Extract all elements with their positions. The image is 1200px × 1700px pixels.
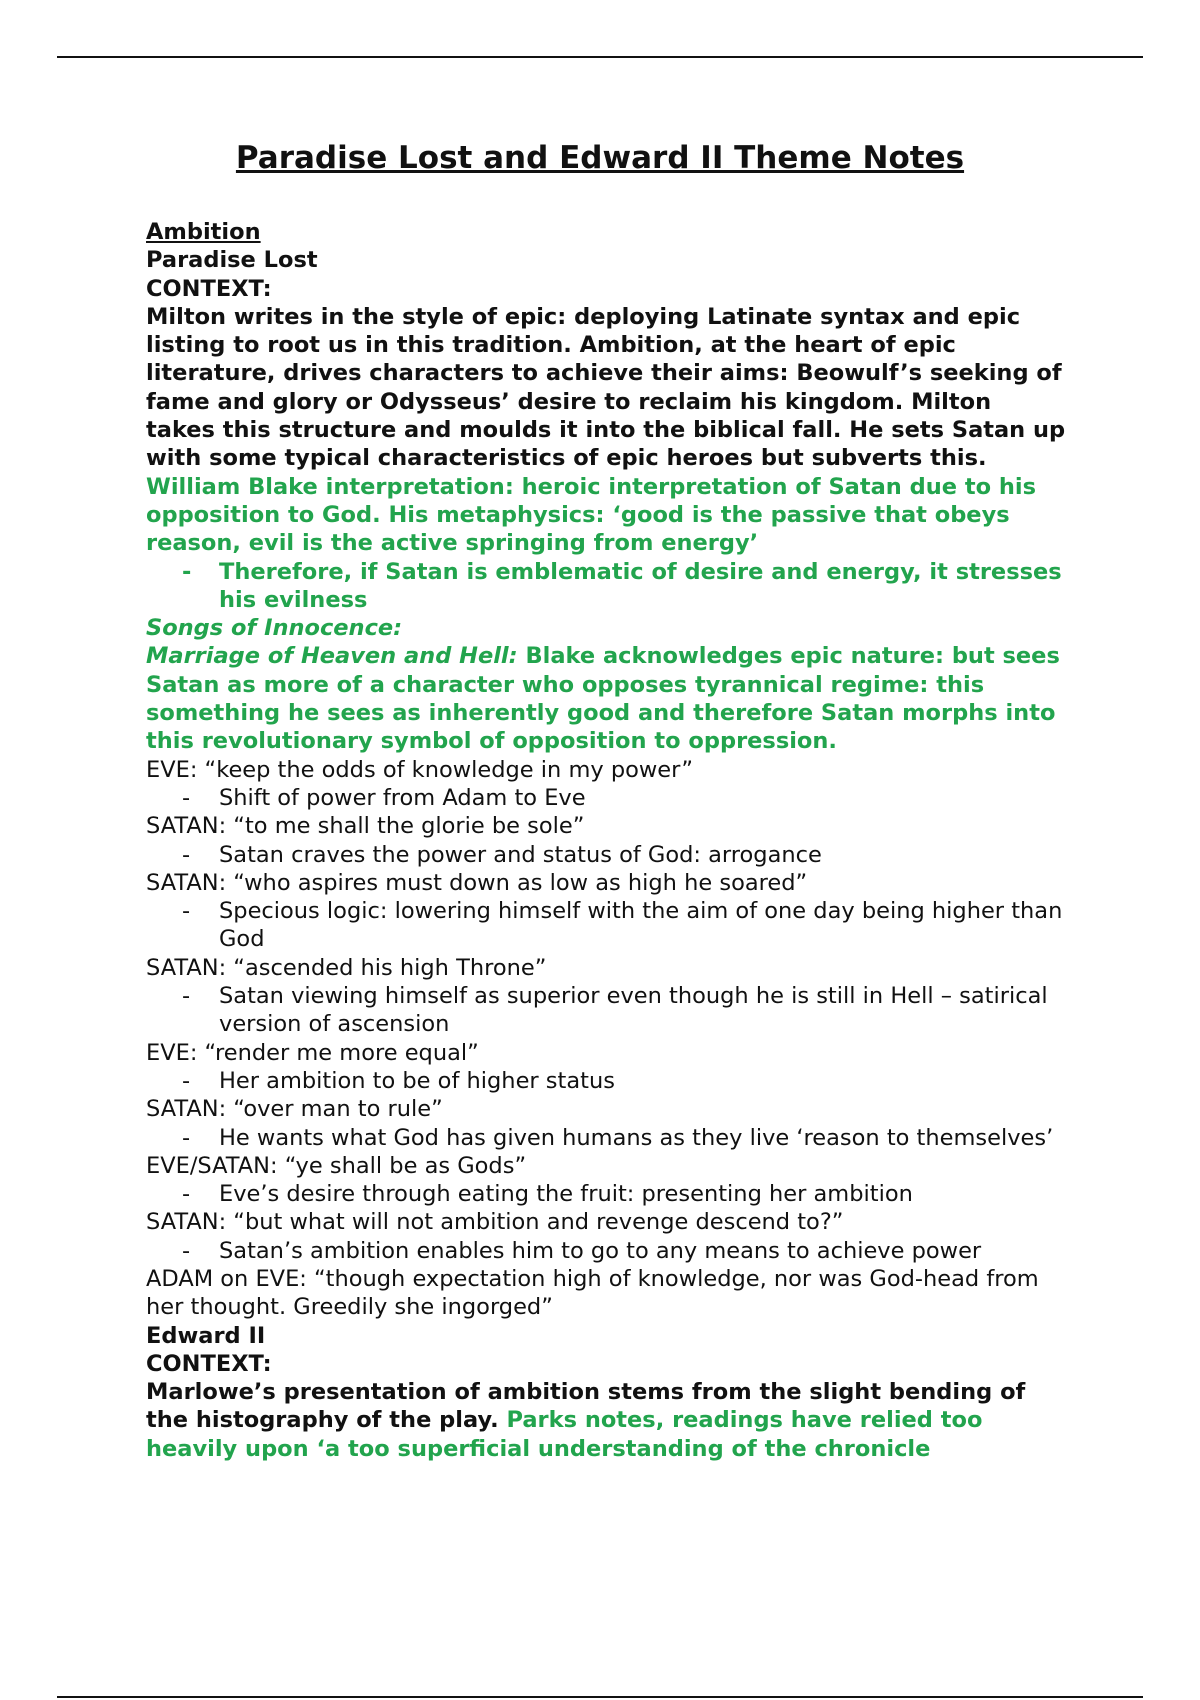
blake-bullet	[146, 558, 1066, 615]
quote-note-text: Her ambition to be of higher status	[219, 1067, 615, 1094]
top-rule	[57, 56, 1143, 58]
blake-interpretation: William Blake interpretation: heroic interpretation of Satan due to his opposition to God. His metaphysics: ‘good is the passive that obeys reason, evil is the active springing from energy’	[146, 473, 1037, 557]
bullet-dash: -	[182, 1067, 191, 1094]
context-label: CONTEXT:	[146, 275, 272, 302]
adam-quote: ADAM on EVE: “though expectation high of knowledge, nor was God-head from her thought. Greedily she ingorged”	[146, 1265, 1039, 1321]
parks-note: Parks notes, readings have relied too heavily upon ‘a too superficial understanding of the chronicle	[146, 1407, 983, 1462]
document-body	[146, 218, 1066, 1463]
quote-note-text: Satan’s ambition enables him to go to any means to achieve power	[219, 1237, 982, 1264]
section-heading-edward-ii: Edward II	[146, 1322, 266, 1349]
bullet-dash: -	[182, 784, 191, 811]
blake-bullet-text: Therefore, if Satan is emblematic of desire and energy, it stresses his evilness	[219, 558, 1062, 613]
bullet-dash: -	[182, 1124, 191, 1151]
quote-note	[146, 1067, 1066, 1095]
quote-note	[146, 1237, 1066, 1265]
quote-note	[146, 982, 1066, 1039]
quote-line: SATAN: “over man to rule”	[146, 1096, 443, 1123]
edward-context-paragraph	[146, 1378, 1066, 1463]
bullet-dash: -	[182, 1237, 191, 1264]
quote-note-text: Specious logic: lowering himself with the aim of one day being higher than God	[219, 898, 1063, 953]
bullet-dash: -	[182, 898, 191, 925]
quote-note-text: Satan viewing himself as superior even though he is still in Hell – satirical version of ascension	[219, 983, 1048, 1038]
quote-note-text: Satan craves the power and status of God: arrogance	[219, 841, 822, 868]
bullet-dash: -	[182, 558, 192, 585]
quote-note	[146, 897, 1066, 954]
bullet-dash: -	[182, 841, 191, 868]
edward-context-text: Marlowe’s presentation of ambition stems from the slight bending of the histography of the play.	[146, 1379, 1026, 1434]
quote-line: EVE: “render me more equal”	[146, 1039, 479, 1066]
context-label: CONTEXT:	[146, 1350, 272, 1377]
quote-note	[146, 841, 1066, 869]
bottom-rule	[57, 1696, 1143, 1698]
page-title: Paradise Lost and Edward II Theme Notes	[235, 140, 965, 176]
quote-note	[146, 1124, 1066, 1152]
quote-note	[146, 1180, 1066, 1208]
bullet-dash: -	[182, 1181, 191, 1208]
quote-line: EVE: “keep the odds of knowledge in my power”	[146, 756, 693, 783]
section-heading-paradise-lost: Paradise Lost	[146, 247, 318, 274]
quote-note	[146, 784, 1066, 812]
quote-line: SATAN: “ascended his high Throne”	[146, 954, 547, 981]
quote-line: SATAN: “who aspires must down as low as high he soared”	[146, 869, 808, 896]
quote-note-text: Shift of power from Adam to Eve	[219, 784, 586, 811]
quote-line: SATAN: “to me shall the glorie be sole”	[146, 813, 585, 840]
songs-of-innocence: Songs of Innocence:	[146, 615, 403, 642]
quote-note-text: Eve’s desire through eating the fruit: presenting her ambition	[219, 1181, 913, 1208]
marriage-text: Blake acknowledges epic nature: but sees Satan as more of a character who opposes tyrannical regime: this something he sees as inherently good and therefore Satan morphs into this revolutionary symbol of opposition to oppression.	[146, 643, 1060, 755]
marriage-paragraph	[146, 642, 1066, 755]
marriage-title: Marriage of Heaven and Hell:	[146, 643, 518, 670]
quote-list	[146, 756, 1066, 1265]
bullet-dash: -	[182, 983, 191, 1010]
quote-note-text: He wants what God has given humans as they live ‘reason to themselves’	[219, 1124, 1054, 1151]
context-paragraph: Milton writes in the style of epic: deploying Latinate syntax and epic listing to root us in this tradition. Ambition, at the heart of epic literature, drives characters to achieve their aims: Beowulf’s seeking of fame and glory or Odysseus’ desire to reclaim his kingdom. Milton takes this structure and moulds it into the biblical fall. He sets Satan up with some typical characteristics of epic heroes but subverts this.	[146, 303, 1066, 472]
quote-line: SATAN: “but what will not ambition and revenge descend to?”	[146, 1209, 844, 1236]
theme-heading: Ambition	[146, 219, 261, 245]
quote-line: EVE/SATAN: “ye shall be as Gods”	[146, 1152, 527, 1179]
